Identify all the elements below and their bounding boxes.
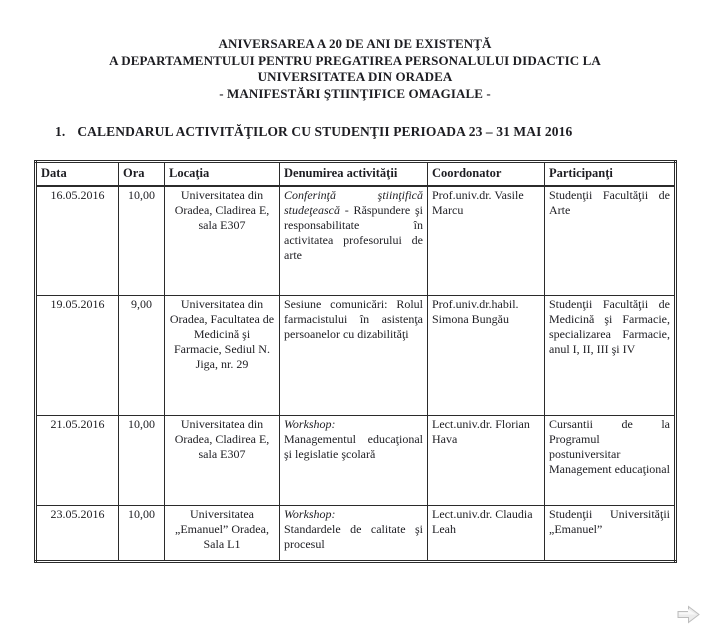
activity-description: Standardele de calitate şi procesul <box>284 522 423 551</box>
table-row <box>36 296 676 416</box>
table-row <box>36 506 676 562</box>
document-title <box>0 0 710 102</box>
cell-activitate <box>280 506 428 562</box>
cell-data: 19.05.2016 <box>36 296 119 416</box>
cell-ora: 9,00 <box>119 296 165 416</box>
cell-data: 16.05.2016 <box>36 186 119 296</box>
cell-data: 23.05.2016 <box>36 506 119 562</box>
cell-ora: 10,00 <box>119 416 165 506</box>
column-header-locatia: Locaţia <box>165 162 280 186</box>
cell-coordonator: Prof.univ.dr. Vasile Marcu <box>428 186 545 296</box>
activity-title-italic: Workshop: <box>284 507 336 521</box>
column-header-data: Data <box>36 162 119 186</box>
activity-title-italic: Conferinţă ştiinţifică studeţească <box>284 187 423 217</box>
cell-participanti: Studenţii Universităţii „Emanuel” <box>545 506 676 562</box>
cell-ora: 10,00 <box>119 506 165 562</box>
activity-description: - Răspundere şi responsabilitate în activitatea profesorului de arte <box>284 202 423 262</box>
cell-locatia: Universitatea din Oradea, Facultatea de Medicină şi Farmacie, Sediul N. Jiga, nr. 29 <box>165 296 280 416</box>
cell-activitate <box>280 416 428 506</box>
section-number: 1. <box>55 124 66 139</box>
table-header-row <box>36 162 676 186</box>
cell-activitate <box>280 296 428 416</box>
column-header-denumirea: Denumirea activităţii <box>280 162 428 186</box>
cell-coordonator: Lect.univ.dr. Florian Hava <box>428 416 545 506</box>
cell-participanti: Studenţii Facultăţii de Arte <box>545 186 676 296</box>
title-line-2: A DEPARTAMENTULUI PENTRU PREGATIREA PERSONALULUI DIDACTIC LA <box>109 52 601 68</box>
activities-table <box>34 160 677 563</box>
cell-data: 21.05.2016 <box>36 416 119 506</box>
cell-participanti: Cursantii de la Programul postuniversitar Management educaţional <box>545 416 676 506</box>
next-page-arrow-icon[interactable] <box>676 603 701 626</box>
table-row <box>36 186 676 296</box>
section-heading <box>55 124 710 140</box>
table-row <box>36 416 676 506</box>
activity-title-italic: Workshop: <box>284 417 336 431</box>
cell-activitate <box>280 186 428 296</box>
column-header-participanti: Participanţi <box>545 162 676 186</box>
section-heading-text: CALENDARUL ACTIVITĂŢILOR CU STUDENŢII PERIOADA 23 – 31 MAI 2016 <box>77 124 573 139</box>
cell-coordonator: Prof.univ.dr.habil. Simona Bungău <box>428 296 545 416</box>
cell-locatia: Universitatea din Oradea, Cladirea E, sala E307 <box>165 416 280 506</box>
title-line-3: UNIVERSITATEA DIN ORADEA <box>257 69 453 84</box>
cell-locatia: Universitatea „Emanuel” Oradea, Sala L1 <box>165 506 280 562</box>
title-line-4: - MANIFESTĂRI ŞTIINŢIFICE OMAGIALE - <box>219 85 491 101</box>
title-line-1: ANIVERSAREA A 20 DE ANI DE EXISTENŢĂ <box>218 36 492 51</box>
column-header-coordonator: Coordonator <box>428 162 545 186</box>
activity-description: Sesiune comunicări: Rolul farmacistului în asistenţa persoanelor cu dizabilităţi <box>284 297 423 341</box>
cell-participanti: Studenţii Facultăţii de Medicină şi Farmacie, specializarea Farmacie, anul I, II, III şi IV <box>545 296 676 416</box>
activity-description: Managementul educaţional şi legislatie şcolară <box>284 432 423 461</box>
cell-locatia: Universitatea din Oradea, Cladirea E, sala E307 <box>165 186 280 296</box>
cell-coordonator: Lect.univ.dr. Claudia Leah <box>428 506 545 562</box>
cell-ora: 10,00 <box>119 186 165 296</box>
column-header-ora: Ora <box>119 162 165 186</box>
